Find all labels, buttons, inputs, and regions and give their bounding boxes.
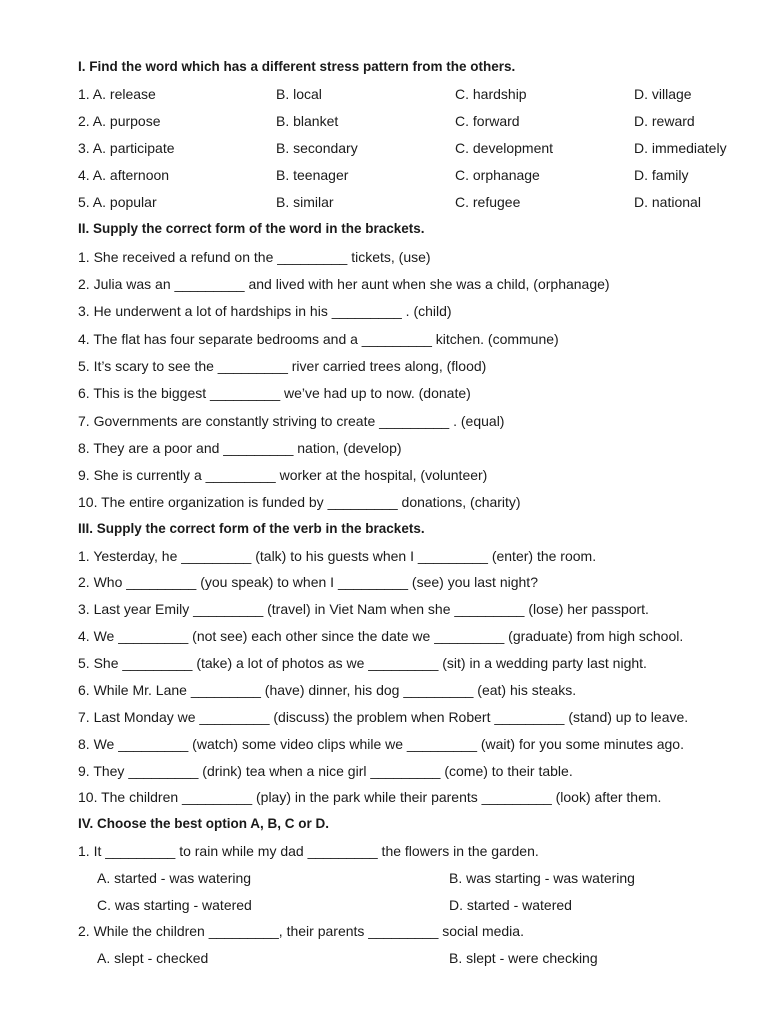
answer-options-row (97, 948, 747, 968)
verb-form-question: 5. She _________ (take) a lot of photos as we _________ (sit) in a wedding party last night. (78, 655, 647, 671)
word-form-question: 4. The flat has four separate bedrooms and a _________ kitchen. (commune) (78, 331, 559, 347)
answer-options-row (97, 868, 747, 888)
answer-options-row (97, 895, 747, 915)
section-3-heading: III. Supply the correct form of the verb in the brackets. (78, 521, 425, 536)
verb-form-question: 9. They _________ (drink) tea when a nice girl _________ (come) to their table. (78, 763, 573, 779)
verb-form-question: 2. Who _________ (you speak) to when I _________ (see) you last night? (78, 574, 538, 590)
option-b: B. blanket (276, 113, 339, 129)
verb-form-question: 8. We _________ (watch) some video clips while we _________ (wait) for you some minutes ago. (78, 736, 684, 752)
word-form-question: 5. It’s scary to see the _________ river carried trees along, (flood) (78, 358, 487, 374)
multiple-choice-question: 1. It _________ to rain while my dad _________ the flowers in the garden. (78, 843, 539, 859)
option-a: 4. A. afternoon (78, 167, 170, 183)
option-d: D. village (634, 86, 692, 102)
option-c: C. development (455, 140, 554, 156)
verb-form-question: 10. The children _________ (play) in the park while their parents _________ (look) after them. (78, 789, 662, 805)
option-b: B. local (276, 86, 322, 102)
option-d: D. national (634, 194, 701, 210)
option-b: B. teenager (276, 167, 349, 183)
stress-question-row (78, 111, 758, 131)
word-form-question: 8. They are a poor and _________ nation, (develop) (78, 440, 402, 456)
section-2-heading: II. Supply the correct form of the word in the brackets. (78, 221, 425, 236)
answer-option-b: B. was starting - was watering (449, 870, 635, 886)
word-form-question: 1. She received a refund on the _________ tickets, (use) (78, 249, 431, 265)
word-form-question: 7. Governments are constantly striving to create _________ . (equal) (78, 413, 505, 429)
option-b: B. secondary (276, 140, 358, 156)
word-form-question: 10. The entire organization is funded by _________ donations, (charity) (78, 494, 521, 510)
verb-form-question: 3. Last year Emily _________ (travel) in Viet Nam when she _________ (lose) her passport. (78, 601, 649, 617)
option-c: C. refugee (455, 194, 521, 210)
section-4-heading: IV. Choose the best option A, B, C or D. (78, 816, 330, 831)
section-1-heading: I. Find the word which has a different stress pattern from the others. (78, 59, 516, 74)
stress-question-row (78, 138, 758, 158)
word-form-question: 6. This is the biggest _________ we’ve had up to now. (donate) (78, 385, 471, 401)
option-a: 2. A. purpose (78, 113, 161, 129)
option-d: D. reward (634, 113, 695, 129)
word-form-question: 9. She is currently a _________ worker at the hospital, (volunteer) (78, 467, 488, 483)
answer-option-a: A. slept - checked (97, 950, 209, 966)
answer-option-d: D. started - watered (449, 897, 572, 913)
word-form-question: 3. He underwent a lot of hardships in his _________ . (child) (78, 303, 452, 319)
option-c: C. forward (455, 113, 520, 129)
option-d: D. immediately (634, 140, 727, 156)
option-d: D. family (634, 167, 689, 183)
answer-option-c: C. was starting - watered (97, 897, 252, 913)
verb-form-question: 4. We _________ (not see) each other since the date we _________ (graduate) from high school. (78, 628, 684, 644)
multiple-choice-question: 2. While the children _________, their parents _________ social media. (78, 923, 524, 939)
option-a: 3. A. participate (78, 140, 175, 156)
verb-form-question: 6. While Mr. Lane _________ (have) dinner, his dog _________ (eat) his steaks. (78, 682, 577, 698)
answer-option-b: B. slept - were checking (449, 950, 598, 966)
verb-form-question: 7. Last Monday we _________ (discuss) the problem when Robert _________ (stand) up to leave. (78, 709, 689, 725)
stress-question-row (78, 84, 758, 104)
verb-form-question: 1. Yesterday, he _________ (talk) to his guests when I _________ (enter) the room. (78, 548, 597, 564)
stress-question-row (78, 165, 758, 185)
word-form-question: 2. Julia was an _________ and lived with her aunt when she was a child, (orphanage) (78, 276, 610, 292)
option-a: 5. A. popular (78, 194, 157, 210)
option-c: C. orphanage (455, 167, 540, 183)
answer-option-a: A. started - was watering (97, 870, 252, 886)
option-c: C. hardship (455, 86, 527, 102)
stress-question-row (78, 192, 758, 212)
option-b: B. similar (276, 194, 334, 210)
option-a: 1. A. release (78, 86, 156, 102)
